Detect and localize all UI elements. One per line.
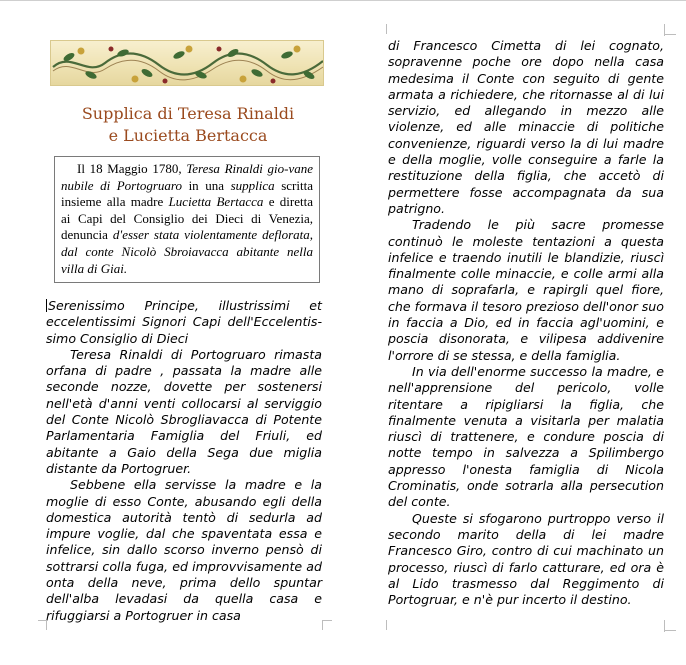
crop-mark — [664, 630, 676, 631]
body-paragraph — [388, 511, 664, 609]
summary-run: supplica — [230, 177, 275, 193]
summary-run: Teresa Rinaldi — [186, 161, 263, 176]
crop-mark — [322, 620, 323, 630]
summary-paragraph — [61, 161, 313, 277]
paragraph-text: Queste si sfogarono purtroppo verso il secondo marito della di lei madre Francesco Giro, contro di cui machinato un processo, riuscì di farlo catturare, ed ora è al Lido trasmesso dal Reggimento di Portogruar, e n'è pur incerto il destino. — [388, 510, 664, 608]
left-column-body — [46, 298, 322, 624]
paragraph-text: Serenissimo Principe, illustrissimi et eccelentissimi Signori Capi dell'Eccelentis-simo Consiglio di Dieci — [46, 298, 322, 346]
right-column-body — [388, 38, 664, 608]
paragraph-text: Tradendo le più sacre promesse continuò le moleste tentazioni a questa infelice e traendo inutili le blandizie, riuscì finalmente colle minaccie, e colle armi alla mano di soprafarla, e rapirgli quel fiore, che formava il tesoro prezioso dell'onor suo in faccia a Dio, ed in faccia agl'uomini, e poscia disonorata, e vilipesa addivenire l'orrore di se stessa, e della famiglia. — [388, 217, 664, 363]
body-paragraph — [46, 298, 322, 347]
paragraph-text: Sebbene ella servisse la madre e la moglie di esso Conte, abusando egli della domestica autorità tentò di sedurla ad impure voglie, dal che spaventata essa e infelice, sin dallo scorso inverno pensò di sottrarsi colla fuga, ed improvvisamente ad onta della neve, prima dello spuntar dell'alba levadasi da quella casa e rifuggiarsi a Portogruer in casa — [46, 477, 322, 623]
vine-ornament-icon — [51, 41, 324, 86]
summary-run: d'esser stata violentamente deflorata, dal conte Nicolò Sbroiavacca abitante nella villa di Giai. — [61, 227, 313, 276]
crop-mark — [322, 620, 332, 621]
body-paragraph — [46, 477, 322, 624]
crop-mark — [664, 34, 676, 35]
paragraph-text: In via dell'enorme successo la madre, e nell'apprensione del pericolo, volle ritentare a ripigliarsi la figlia, che finalmente venuta a visitarla per malatia riuscì di trattenere, e condure poscia di notte tempo in salvezza a Spilimbergo appresso l'onesta famiglia di Nicola Crominatis, onde sotrarla alla persecution del conte. — [388, 363, 664, 510]
body-paragraph — [388, 364, 664, 511]
decorative-floral-banner — [50, 40, 324, 86]
title-line-2: e Lucietta Bertacca — [108, 126, 268, 145]
paragraph-text: Teresa Rinaldi di Portogruaro rimasta orfana di padre , passata la madre alle seconde nozze, dovette per sostenersi nell'età d'anni venti collocarsi al serviggio del Conte Nicolò Sbrogliavacca di Potente Parlamentaria Famiglia del Friuli, ed abitante a Gaio della Sega due miglia distante da Portogruer. — [46, 346, 322, 476]
summary-run: gio-vane nubile di Portogruaro — [61, 161, 313, 193]
document-title — [46, 103, 330, 147]
body-paragraph — [46, 347, 322, 477]
crop-mark — [386, 24, 387, 34]
text-cursor — [46, 299, 47, 312]
summary-run: scritta insieme alla madre — [61, 177, 313, 210]
crop-mark — [386, 620, 387, 630]
summary-box — [54, 156, 320, 283]
page-top-edge — [0, 0, 686, 1]
summary-run: Il 18 Maggio 1780, — [77, 161, 187, 176]
body-paragraph — [388, 217, 664, 364]
paragraph-text: di Francesco Cimetta di lei cognato, sopravenne poche ore dopo nella casa medesima il Conte con seguito di gente armata a richiedere, che ritornasse al di lui servizio, ed allegando in mezzo alle violenze, ed alle minaccie di politiche convenienze, riguardi verso la di lui madre e della moglie, volle conseguire a farle la restituzione della figlia, che accetò di permettere fosse accompagnata da sua patrigno. — [388, 38, 664, 216]
summary-run: e diretta ai Capi del Consiglio dei Dieci di Venezia, denuncia — [61, 194, 313, 243]
summary-run: Lucietta Bertacca — [168, 194, 264, 210]
summary-run: in una — [182, 177, 231, 193]
title-line-1: Supplica di Teresa Rinaldi — [81, 104, 295, 123]
body-paragraph — [388, 38, 664, 217]
